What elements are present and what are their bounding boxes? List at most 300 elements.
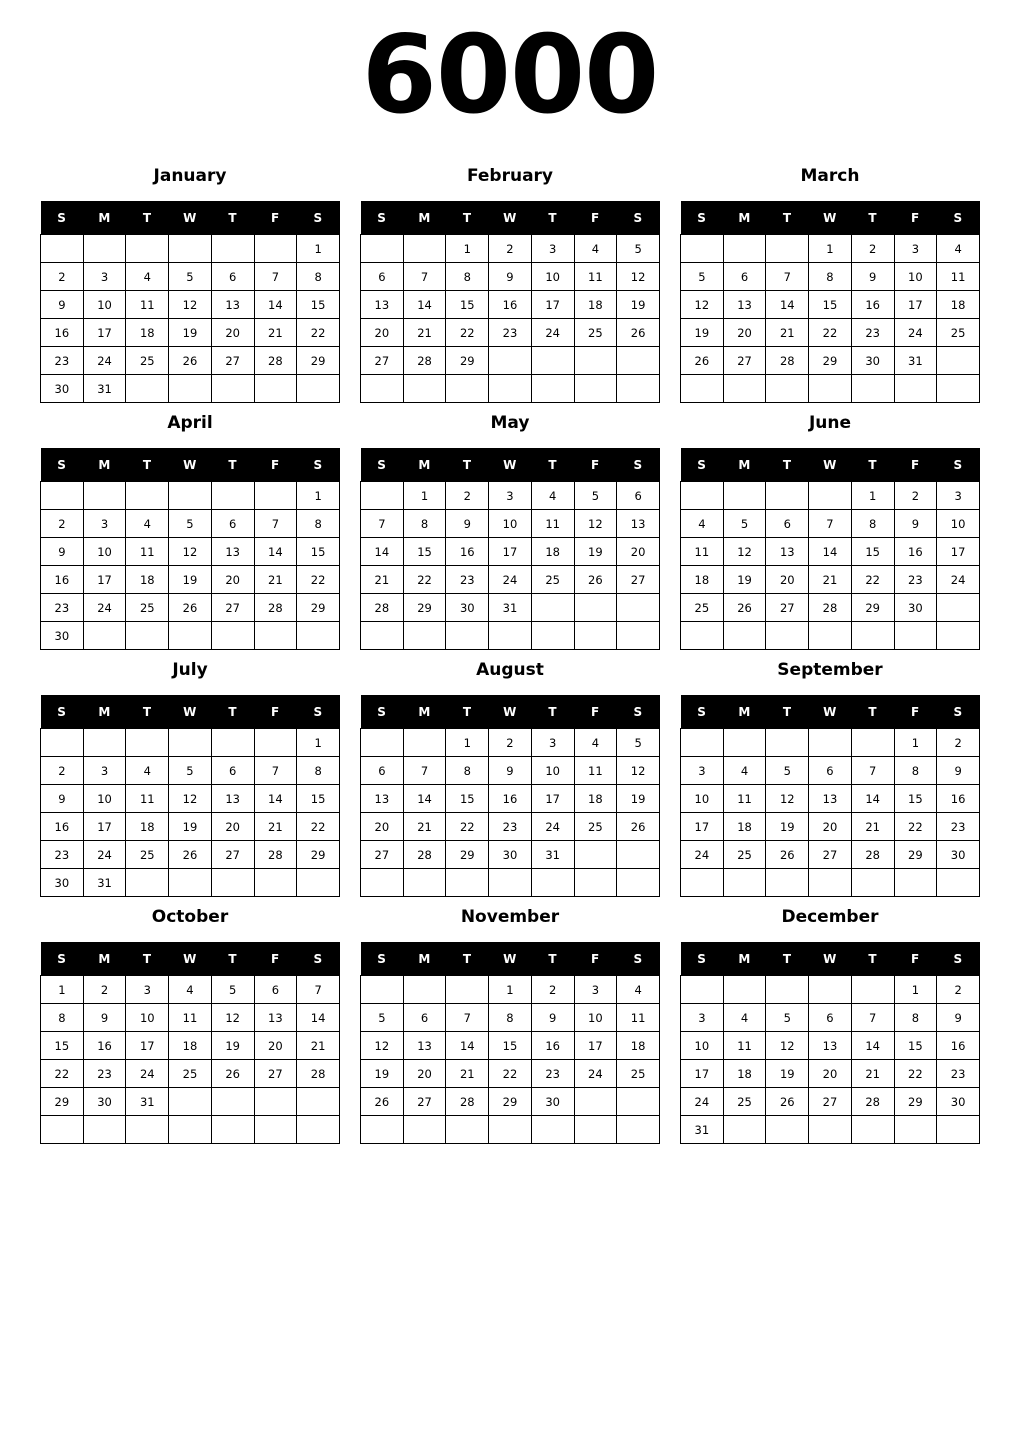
day-cell[interactable]: 22 xyxy=(894,1060,937,1088)
day-cell[interactable]: 19 xyxy=(723,566,766,594)
day-cell[interactable]: 14 xyxy=(851,785,894,813)
day-cell[interactable]: 10 xyxy=(937,510,980,538)
day-cell[interactable]: 28 xyxy=(254,841,297,869)
day-cell[interactable]: 25 xyxy=(126,594,169,622)
day-cell[interactable]: 2 xyxy=(41,263,84,291)
day-cell[interactable]: 4 xyxy=(617,976,660,1004)
day-cell[interactable]: 15 xyxy=(894,785,937,813)
day-cell[interactable]: 6 xyxy=(403,1004,446,1032)
day-cell[interactable]: 31 xyxy=(531,841,574,869)
day-cell[interactable]: 9 xyxy=(894,510,937,538)
day-cell[interactable]: 18 xyxy=(937,291,980,319)
day-cell[interactable]: 6 xyxy=(211,263,254,291)
day-cell[interactable]: 16 xyxy=(851,291,894,319)
day-cell[interactable]: 30 xyxy=(937,1088,980,1116)
day-cell[interactable]: 5 xyxy=(169,757,212,785)
day-cell[interactable]: 1 xyxy=(297,729,340,757)
day-cell[interactable]: 31 xyxy=(126,1088,169,1116)
day-cell[interactable]: 17 xyxy=(681,1060,724,1088)
day-cell[interactable]: 21 xyxy=(766,319,809,347)
day-cell[interactable]: 18 xyxy=(617,1032,660,1060)
day-cell[interactable]: 20 xyxy=(211,813,254,841)
day-cell[interactable]: 25 xyxy=(574,319,617,347)
day-cell[interactable]: 2 xyxy=(894,482,937,510)
day-cell[interactable]: 1 xyxy=(851,482,894,510)
day-cell[interactable]: 21 xyxy=(297,1032,340,1060)
day-cell[interactable]: 17 xyxy=(83,566,126,594)
day-cell[interactable]: 24 xyxy=(531,319,574,347)
day-cell[interactable]: 19 xyxy=(681,319,724,347)
day-cell[interactable]: 25 xyxy=(723,841,766,869)
day-cell[interactable]: 23 xyxy=(41,347,84,375)
day-cell[interactable]: 14 xyxy=(403,291,446,319)
day-cell[interactable]: 5 xyxy=(169,263,212,291)
day-cell[interactable]: 9 xyxy=(489,263,532,291)
day-cell[interactable]: 14 xyxy=(766,291,809,319)
day-cell[interactable]: 15 xyxy=(809,291,852,319)
day-cell[interactable]: 31 xyxy=(83,375,126,403)
day-cell[interactable]: 11 xyxy=(681,538,724,566)
day-cell[interactable]: 2 xyxy=(41,510,84,538)
day-cell[interactable]: 22 xyxy=(446,813,489,841)
day-cell[interactable]: 27 xyxy=(809,1088,852,1116)
day-cell[interactable]: 12 xyxy=(169,538,212,566)
day-cell[interactable]: 21 xyxy=(254,813,297,841)
day-cell[interactable]: 1 xyxy=(297,235,340,263)
day-cell[interactable]: 17 xyxy=(531,291,574,319)
day-cell[interactable]: 23 xyxy=(41,594,84,622)
day-cell[interactable]: 9 xyxy=(41,291,84,319)
day-cell[interactable]: 25 xyxy=(617,1060,660,1088)
day-cell[interactable]: 7 xyxy=(851,1004,894,1032)
day-cell[interactable]: 30 xyxy=(446,594,489,622)
day-cell[interactable]: 24 xyxy=(531,813,574,841)
day-cell[interactable]: 4 xyxy=(937,235,980,263)
day-cell[interactable]: 4 xyxy=(723,1004,766,1032)
day-cell[interactable]: 29 xyxy=(403,594,446,622)
day-cell[interactable]: 7 xyxy=(297,976,340,1004)
day-cell[interactable]: 1 xyxy=(894,976,937,1004)
day-cell[interactable]: 23 xyxy=(83,1060,126,1088)
day-cell[interactable]: 18 xyxy=(531,538,574,566)
day-cell[interactable]: 14 xyxy=(297,1004,340,1032)
day-cell[interactable]: 16 xyxy=(937,1032,980,1060)
day-cell[interactable]: 17 xyxy=(681,813,724,841)
day-cell[interactable]: 21 xyxy=(254,566,297,594)
day-cell[interactable]: 23 xyxy=(446,566,489,594)
day-cell[interactable]: 4 xyxy=(574,729,617,757)
day-cell[interactable]: 18 xyxy=(574,785,617,813)
day-cell[interactable]: 1 xyxy=(446,729,489,757)
day-cell[interactable]: 8 xyxy=(809,263,852,291)
day-cell[interactable]: 18 xyxy=(574,291,617,319)
day-cell[interactable]: 9 xyxy=(851,263,894,291)
day-cell[interactable]: 15 xyxy=(489,1032,532,1060)
day-cell[interactable]: 12 xyxy=(617,757,660,785)
day-cell[interactable]: 24 xyxy=(574,1060,617,1088)
day-cell[interactable]: 13 xyxy=(766,538,809,566)
day-cell[interactable]: 26 xyxy=(211,1060,254,1088)
day-cell[interactable]: 7 xyxy=(254,510,297,538)
day-cell[interactable]: 13 xyxy=(809,785,852,813)
day-cell[interactable]: 12 xyxy=(681,291,724,319)
day-cell[interactable]: 20 xyxy=(361,813,404,841)
day-cell[interactable]: 29 xyxy=(489,1088,532,1116)
day-cell[interactable]: 20 xyxy=(723,319,766,347)
day-cell[interactable]: 7 xyxy=(254,263,297,291)
day-cell[interactable]: 23 xyxy=(894,566,937,594)
day-cell[interactable]: 5 xyxy=(766,757,809,785)
day-cell[interactable]: 6 xyxy=(211,757,254,785)
day-cell[interactable]: 13 xyxy=(254,1004,297,1032)
day-cell[interactable]: 25 xyxy=(681,594,724,622)
day-cell[interactable]: 16 xyxy=(937,785,980,813)
day-cell[interactable]: 26 xyxy=(169,841,212,869)
day-cell[interactable]: 15 xyxy=(403,538,446,566)
day-cell[interactable]: 13 xyxy=(361,785,404,813)
day-cell[interactable]: 20 xyxy=(617,538,660,566)
day-cell[interactable]: 5 xyxy=(617,729,660,757)
day-cell[interactable]: 18 xyxy=(169,1032,212,1060)
day-cell[interactable]: 17 xyxy=(83,319,126,347)
day-cell[interactable]: 15 xyxy=(297,538,340,566)
day-cell[interactable]: 21 xyxy=(851,813,894,841)
day-cell[interactable]: 12 xyxy=(169,785,212,813)
day-cell[interactable]: 21 xyxy=(403,319,446,347)
day-cell[interactable]: 20 xyxy=(809,813,852,841)
day-cell[interactable]: 30 xyxy=(41,622,84,650)
day-cell[interactable]: 19 xyxy=(169,813,212,841)
day-cell[interactable]: 26 xyxy=(617,813,660,841)
day-cell[interactable]: 27 xyxy=(211,594,254,622)
day-cell[interactable]: 17 xyxy=(489,538,532,566)
day-cell[interactable]: 4 xyxy=(126,510,169,538)
day-cell[interactable]: 14 xyxy=(851,1032,894,1060)
day-cell[interactable]: 16 xyxy=(489,785,532,813)
day-cell[interactable]: 25 xyxy=(126,347,169,375)
day-cell[interactable]: 16 xyxy=(531,1032,574,1060)
day-cell[interactable]: 23 xyxy=(851,319,894,347)
day-cell[interactable]: 10 xyxy=(531,263,574,291)
day-cell[interactable]: 4 xyxy=(574,235,617,263)
day-cell[interactable]: 22 xyxy=(446,319,489,347)
day-cell[interactable]: 5 xyxy=(169,510,212,538)
day-cell[interactable]: 11 xyxy=(574,263,617,291)
day-cell[interactable]: 11 xyxy=(531,510,574,538)
day-cell[interactable]: 21 xyxy=(254,319,297,347)
day-cell[interactable]: 19 xyxy=(617,291,660,319)
day-cell[interactable]: 5 xyxy=(766,1004,809,1032)
day-cell[interactable]: 22 xyxy=(851,566,894,594)
day-cell[interactable]: 25 xyxy=(574,813,617,841)
day-cell[interactable]: 11 xyxy=(574,757,617,785)
day-cell[interactable]: 3 xyxy=(894,235,937,263)
day-cell[interactable]: 30 xyxy=(83,1088,126,1116)
day-cell[interactable]: 26 xyxy=(169,347,212,375)
day-cell[interactable]: 7 xyxy=(403,263,446,291)
day-cell[interactable]: 10 xyxy=(574,1004,617,1032)
day-cell[interactable]: 30 xyxy=(531,1088,574,1116)
day-cell[interactable]: 26 xyxy=(766,841,809,869)
day-cell[interactable]: 8 xyxy=(41,1004,84,1032)
day-cell[interactable]: 11 xyxy=(617,1004,660,1032)
day-cell[interactable]: 2 xyxy=(531,976,574,1004)
day-cell[interactable]: 5 xyxy=(361,1004,404,1032)
day-cell[interactable]: 16 xyxy=(489,291,532,319)
day-cell[interactable]: 31 xyxy=(83,869,126,897)
day-cell[interactable]: 22 xyxy=(894,813,937,841)
day-cell[interactable]: 22 xyxy=(809,319,852,347)
day-cell[interactable]: 17 xyxy=(126,1032,169,1060)
day-cell[interactable]: 1 xyxy=(894,729,937,757)
day-cell[interactable]: 3 xyxy=(83,510,126,538)
day-cell[interactable]: 29 xyxy=(297,841,340,869)
day-cell[interactable]: 24 xyxy=(83,594,126,622)
day-cell[interactable]: 13 xyxy=(211,291,254,319)
day-cell[interactable]: 11 xyxy=(126,291,169,319)
day-cell[interactable]: 12 xyxy=(574,510,617,538)
day-cell[interactable]: 2 xyxy=(937,976,980,1004)
day-cell[interactable]: 18 xyxy=(126,813,169,841)
day-cell[interactable]: 20 xyxy=(766,566,809,594)
day-cell[interactable]: 28 xyxy=(809,594,852,622)
day-cell[interactable]: 15 xyxy=(894,1032,937,1060)
day-cell[interactable]: 29 xyxy=(894,1088,937,1116)
day-cell[interactable]: 28 xyxy=(446,1088,489,1116)
day-cell[interactable]: 11 xyxy=(937,263,980,291)
day-cell[interactable]: 12 xyxy=(361,1032,404,1060)
day-cell[interactable]: 4 xyxy=(126,757,169,785)
day-cell[interactable]: 27 xyxy=(211,841,254,869)
day-cell[interactable]: 28 xyxy=(254,594,297,622)
day-cell[interactable]: 26 xyxy=(169,594,212,622)
day-cell[interactable]: 29 xyxy=(446,841,489,869)
day-cell[interactable]: 3 xyxy=(531,729,574,757)
day-cell[interactable]: 12 xyxy=(766,1032,809,1060)
day-cell[interactable]: 27 xyxy=(723,347,766,375)
day-cell[interactable]: 6 xyxy=(254,976,297,1004)
day-cell[interactable]: 17 xyxy=(937,538,980,566)
day-cell[interactable]: 6 xyxy=(809,757,852,785)
day-cell[interactable]: 16 xyxy=(83,1032,126,1060)
day-cell[interactable]: 2 xyxy=(446,482,489,510)
day-cell[interactable]: 19 xyxy=(574,538,617,566)
day-cell[interactable]: 19 xyxy=(766,813,809,841)
day-cell[interactable]: 11 xyxy=(126,538,169,566)
day-cell[interactable]: 23 xyxy=(937,813,980,841)
day-cell[interactable]: 14 xyxy=(809,538,852,566)
day-cell[interactable]: 10 xyxy=(83,785,126,813)
day-cell[interactable]: 25 xyxy=(723,1088,766,1116)
day-cell[interactable]: 7 xyxy=(403,757,446,785)
day-cell[interactable]: 3 xyxy=(574,976,617,1004)
day-cell[interactable]: 20 xyxy=(211,566,254,594)
day-cell[interactable]: 7 xyxy=(361,510,404,538)
day-cell[interactable]: 4 xyxy=(681,510,724,538)
day-cell[interactable]: 26 xyxy=(681,347,724,375)
day-cell[interactable]: 8 xyxy=(403,510,446,538)
day-cell[interactable]: 23 xyxy=(41,841,84,869)
day-cell[interactable]: 2 xyxy=(489,235,532,263)
day-cell[interactable]: 18 xyxy=(723,1060,766,1088)
day-cell[interactable]: 13 xyxy=(403,1032,446,1060)
day-cell[interactable]: 7 xyxy=(851,757,894,785)
day-cell[interactable]: 13 xyxy=(809,1032,852,1060)
day-cell[interactable]: 17 xyxy=(894,291,937,319)
day-cell[interactable]: 21 xyxy=(446,1060,489,1088)
day-cell[interactable]: 24 xyxy=(681,841,724,869)
day-cell[interactable]: 12 xyxy=(766,785,809,813)
day-cell[interactable]: 17 xyxy=(574,1032,617,1060)
day-cell[interactable]: 23 xyxy=(489,319,532,347)
day-cell[interactable]: 24 xyxy=(937,566,980,594)
day-cell[interactable]: 15 xyxy=(851,538,894,566)
day-cell[interactable]: 28 xyxy=(851,841,894,869)
day-cell[interactable]: 10 xyxy=(489,510,532,538)
day-cell[interactable]: 21 xyxy=(851,1060,894,1088)
day-cell[interactable]: 21 xyxy=(403,813,446,841)
day-cell[interactable]: 1 xyxy=(446,235,489,263)
day-cell[interactable]: 30 xyxy=(41,375,84,403)
day-cell[interactable]: 9 xyxy=(41,785,84,813)
day-cell[interactable]: 27 xyxy=(254,1060,297,1088)
day-cell[interactable]: 3 xyxy=(83,757,126,785)
day-cell[interactable]: 26 xyxy=(723,594,766,622)
day-cell[interactable]: 14 xyxy=(361,538,404,566)
day-cell[interactable]: 15 xyxy=(446,785,489,813)
day-cell[interactable]: 27 xyxy=(211,347,254,375)
day-cell[interactable]: 11 xyxy=(723,1032,766,1060)
day-cell[interactable]: 3 xyxy=(681,757,724,785)
day-cell[interactable]: 13 xyxy=(211,538,254,566)
day-cell[interactable]: 14 xyxy=(254,538,297,566)
day-cell[interactable]: 29 xyxy=(809,347,852,375)
day-cell[interactable]: 4 xyxy=(126,263,169,291)
day-cell[interactable]: 22 xyxy=(297,813,340,841)
day-cell[interactable]: 29 xyxy=(894,841,937,869)
day-cell[interactable]: 19 xyxy=(169,566,212,594)
day-cell[interactable]: 11 xyxy=(126,785,169,813)
day-cell[interactable]: 19 xyxy=(169,319,212,347)
day-cell[interactable]: 21 xyxy=(809,566,852,594)
day-cell[interactable]: 30 xyxy=(851,347,894,375)
day-cell[interactable]: 24 xyxy=(681,1088,724,1116)
day-cell[interactable]: 16 xyxy=(41,319,84,347)
day-cell[interactable]: 2 xyxy=(41,757,84,785)
day-cell[interactable]: 21 xyxy=(361,566,404,594)
day-cell[interactable]: 24 xyxy=(83,347,126,375)
day-cell[interactable]: 8 xyxy=(894,1004,937,1032)
day-cell[interactable]: 8 xyxy=(446,757,489,785)
day-cell[interactable]: 27 xyxy=(361,347,404,375)
day-cell[interactable]: 10 xyxy=(681,785,724,813)
day-cell[interactable]: 7 xyxy=(446,1004,489,1032)
day-cell[interactable]: 7 xyxy=(766,263,809,291)
day-cell[interactable]: 28 xyxy=(361,594,404,622)
day-cell[interactable]: 9 xyxy=(41,538,84,566)
day-cell[interactable]: 6 xyxy=(361,757,404,785)
day-cell[interactable]: 17 xyxy=(83,813,126,841)
day-cell[interactable]: 8 xyxy=(297,757,340,785)
day-cell[interactable]: 1 xyxy=(41,976,84,1004)
day-cell[interactable]: 22 xyxy=(41,1060,84,1088)
day-cell[interactable]: 17 xyxy=(531,785,574,813)
day-cell[interactable]: 26 xyxy=(574,566,617,594)
day-cell[interactable]: 2 xyxy=(489,729,532,757)
day-cell[interactable]: 2 xyxy=(851,235,894,263)
day-cell[interactable]: 29 xyxy=(41,1088,84,1116)
day-cell[interactable]: 18 xyxy=(681,566,724,594)
day-cell[interactable]: 6 xyxy=(617,482,660,510)
day-cell[interactable]: 30 xyxy=(937,841,980,869)
day-cell[interactable]: 27 xyxy=(361,841,404,869)
day-cell[interactable]: 11 xyxy=(169,1004,212,1032)
day-cell[interactable]: 8 xyxy=(297,510,340,538)
day-cell[interactable]: 28 xyxy=(403,841,446,869)
day-cell[interactable]: 15 xyxy=(297,785,340,813)
day-cell[interactable]: 6 xyxy=(723,263,766,291)
day-cell[interactable]: 1 xyxy=(489,976,532,1004)
day-cell[interactable]: 28 xyxy=(297,1060,340,1088)
day-cell[interactable]: 8 xyxy=(297,263,340,291)
day-cell[interactable]: 31 xyxy=(489,594,532,622)
day-cell[interactable]: 25 xyxy=(169,1060,212,1088)
day-cell[interactable]: 6 xyxy=(766,510,809,538)
day-cell[interactable]: 23 xyxy=(489,813,532,841)
day-cell[interactable]: 2 xyxy=(937,729,980,757)
day-cell[interactable]: 16 xyxy=(894,538,937,566)
day-cell[interactable]: 16 xyxy=(41,566,84,594)
day-cell[interactable]: 31 xyxy=(894,347,937,375)
day-cell[interactable]: 18 xyxy=(126,319,169,347)
day-cell[interactable]: 28 xyxy=(851,1088,894,1116)
day-cell[interactable]: 15 xyxy=(446,291,489,319)
day-cell[interactable]: 12 xyxy=(617,263,660,291)
day-cell[interactable]: 20 xyxy=(361,319,404,347)
day-cell[interactable]: 25 xyxy=(531,566,574,594)
day-cell[interactable]: 19 xyxy=(361,1060,404,1088)
day-cell[interactable]: 3 xyxy=(83,263,126,291)
day-cell[interactable]: 26 xyxy=(361,1088,404,1116)
day-cell[interactable]: 9 xyxy=(489,757,532,785)
day-cell[interactable]: 27 xyxy=(766,594,809,622)
day-cell[interactable]: 30 xyxy=(41,869,84,897)
day-cell[interactable]: 10 xyxy=(83,538,126,566)
day-cell[interactable]: 20 xyxy=(211,319,254,347)
day-cell[interactable]: 13 xyxy=(723,291,766,319)
day-cell[interactable]: 11 xyxy=(723,785,766,813)
day-cell[interactable]: 16 xyxy=(41,813,84,841)
day-cell[interactable]: 9 xyxy=(937,757,980,785)
day-cell[interactable]: 24 xyxy=(83,841,126,869)
day-cell[interactable]: 24 xyxy=(894,319,937,347)
day-cell[interactable]: 2 xyxy=(83,976,126,1004)
day-cell[interactable]: 3 xyxy=(937,482,980,510)
day-cell[interactable]: 22 xyxy=(403,566,446,594)
day-cell[interactable]: 27 xyxy=(403,1088,446,1116)
day-cell[interactable]: 12 xyxy=(211,1004,254,1032)
day-cell[interactable]: 27 xyxy=(809,841,852,869)
day-cell[interactable]: 12 xyxy=(169,291,212,319)
day-cell[interactable]: 7 xyxy=(254,757,297,785)
day-cell[interactable]: 1 xyxy=(809,235,852,263)
day-cell[interactable]: 8 xyxy=(851,510,894,538)
day-cell[interactable]: 4 xyxy=(723,757,766,785)
day-cell[interactable]: 5 xyxy=(574,482,617,510)
day-cell[interactable]: 23 xyxy=(937,1060,980,1088)
day-cell[interactable]: 10 xyxy=(894,263,937,291)
day-cell[interactable]: 28 xyxy=(254,347,297,375)
